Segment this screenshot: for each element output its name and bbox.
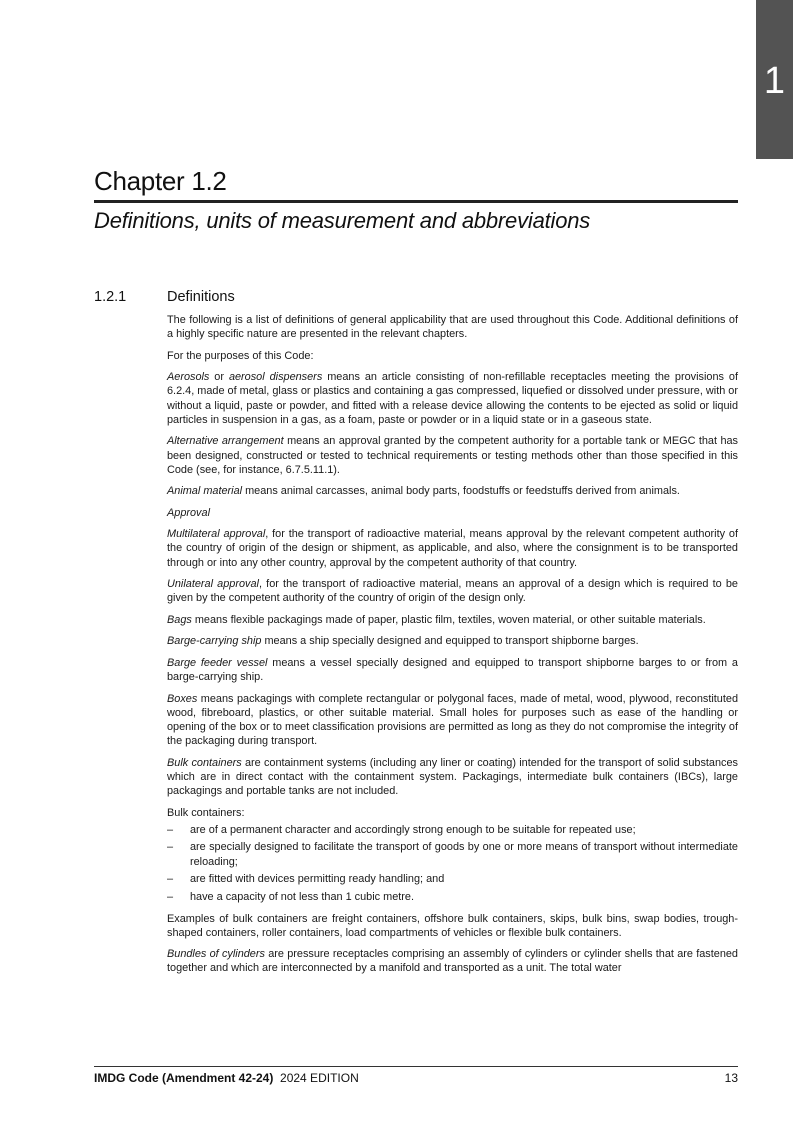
section-title: Definitions: [167, 289, 235, 305]
definition-term: Multilateral approval: [167, 528, 266, 541]
footer-divider: [94, 1066, 738, 1067]
definition-aerosols: [167, 370, 738, 427]
section-body: [167, 313, 738, 983]
definition-text: , for the transport of radioactive material, means approval by the relevant competent authority of the country of origin of the design or shipment, as applicable, and also, where the consignment is to be transported through or into any other country, approval by the competent authority of that country.: [167, 528, 738, 569]
list-item: [167, 890, 738, 904]
intro-paragraph: The following is a list of definitions of general applicability that are used throughout this Code. Additional definitions of a highly specific nature are presented in the relevant chapters.: [167, 314, 738, 341]
bulk-containers-list: [167, 823, 738, 905]
definition-text: means an article consisting of non-refillable receptacles meeting the provisions of 6.2.4, made of metal, glass or plastics and containing a gas compressed, liquefied or dissolved under pressure, with or without a liquid, paste or powder, and fitted with a release device allowing the contents to be ejected as solid or liquid particles in suspension in a gas, as a foam, paste or powder or in a liquid state or in a gaseous state.: [167, 371, 738, 426]
definition-animal-material: [167, 484, 738, 498]
chapter-tab-number: 1: [763, 60, 786, 102]
dash-bullet: –: [167, 823, 174, 836]
definition-term: Bundles of cylinders: [167, 948, 265, 961]
definition-alternative-arrangement: [167, 434, 738, 477]
definition-term: Barge feeder vessel: [167, 656, 268, 669]
definition-term: aerosol dispensers: [228, 371, 323, 384]
footer-title: IMDG Code (Amendment 42-24): [94, 1071, 274, 1085]
chapter-divider: [94, 200, 738, 203]
definition-text: means an approval granted by the competent authority for a portable tank or MEGC that has been designed, constructed or tested to technical requirements or testing methods other than those specified in this Code (see, for instance, 6.7.5.11.1).: [167, 435, 739, 476]
definition-approval: [167, 506, 738, 520]
dash-bullet: –: [167, 841, 174, 854]
definition-text: means animal carcasses, animal body parts, foodstuffs or feedstuffs derived from animals.: [242, 485, 680, 498]
chapter-title: Chapter 1.2: [94, 166, 227, 196]
definition-text: are pressure receptacles comprising an assembly of cylinders or cylinder shells that are fastened together and which are interconnected by a manifold and transported as a unit. The total water: [167, 948, 738, 975]
definition-term: Animal material: [167, 485, 243, 498]
bulk-containers-examples: Examples of bulk containers are freight containers, offshore bulk containers, skips, bulk bins, swap bodies, trough-shaped containers, roller containers, load compartments of vehicles or flexible bulk containers.: [167, 912, 738, 939]
definition-text: means flexible packagings made of paper, plastic film, textiles, woven material, or other suitable materials.: [191, 613, 706, 626]
definition-text: means a vessel specially designed and equipped to transport shipborne barges to or from a barge-carrying ship.: [167, 656, 738, 684]
definition-bundles-of-cylinders: [167, 947, 738, 975]
list-item-text: are fitted with devices permitting ready handling; and: [190, 873, 445, 886]
definition-term: Bulk containers: [167, 756, 242, 769]
definition-term: Boxes: [167, 692, 198, 705]
definition-bags: [167, 613, 738, 627]
list-item: [167, 823, 738, 837]
definition-term: Barge-carrying ship: [167, 635, 262, 648]
chapter-tab: [756, 0, 793, 159]
definition-barge-carrying-ship: [167, 634, 738, 648]
definition-term: Alternative arrangement: [167, 435, 284, 448]
definition-boxes: [167, 692, 738, 749]
footer-publication: [94, 1071, 359, 1085]
definition-term: Bags: [167, 613, 192, 626]
section-number: 1.2.1: [94, 289, 127, 305]
page-number: 13: [724, 1071, 738, 1085]
definition-text: , for the transport of radioactive material, means an approval of a design which is required to be given by the competent authority of the country of origin of the design only.: [167, 578, 738, 605]
definition-multilateral-approval: [167, 527, 738, 570]
definition-connector: or: [209, 371, 229, 384]
definition-unilateral-approval: [167, 577, 738, 605]
footer-edition: 2024 EDITION: [280, 1071, 359, 1085]
dash-bullet: –: [167, 873, 174, 886]
definition-term: Approval: [167, 506, 210, 519]
purposes-paragraph: For the purposes of this Code:: [167, 349, 314, 362]
definition-text: means a ship specially designed and equipped to transport shipborne barges.: [261, 635, 639, 648]
list-item-text: have a capacity of not less than 1 cubic metre.: [190, 891, 414, 904]
definition-term: Aerosols: [167, 371, 210, 384]
bulk-containers-list-intro: Bulk containers:: [167, 806, 245, 819]
dash-bullet: –: [167, 891, 174, 904]
list-item-text: are of a permanent character and accordingly strong enough to be suitable for repeated use;: [190, 823, 636, 836]
definition-bulk-containers: [167, 756, 738, 799]
list-item: [167, 872, 738, 886]
list-item-text: are specially designed to facilitate the transport of goods by one or more means of transport without intermediate reloading;: [190, 841, 738, 868]
definition-barge-feeder-vessel: [167, 656, 738, 684]
definition-term: Unilateral approval: [167, 578, 259, 591]
definition-text: means packagings with complete rectangular or polygonal faces, made of metal, wood, plywood, reconstituted wood, fibreboard, plastics, or other suitable material. Small holes for purposes such as ease of the handling or opening of the box or to meet classification provisions are permitted as long as they do not compromise the integrity of the packaging during transport.: [167, 692, 738, 748]
definition-text: are containment systems (including any liner or coating) intended for the transport of solid substances which are in direct contact with the containment system. Packagings, intermediate bulk containers (IBCs), large packagings and portable tanks are not included.: [167, 756, 738, 798]
list-item: [167, 840, 738, 868]
chapter-subtitle: Definitions, units of measurement and abbreviations: [94, 208, 591, 233]
